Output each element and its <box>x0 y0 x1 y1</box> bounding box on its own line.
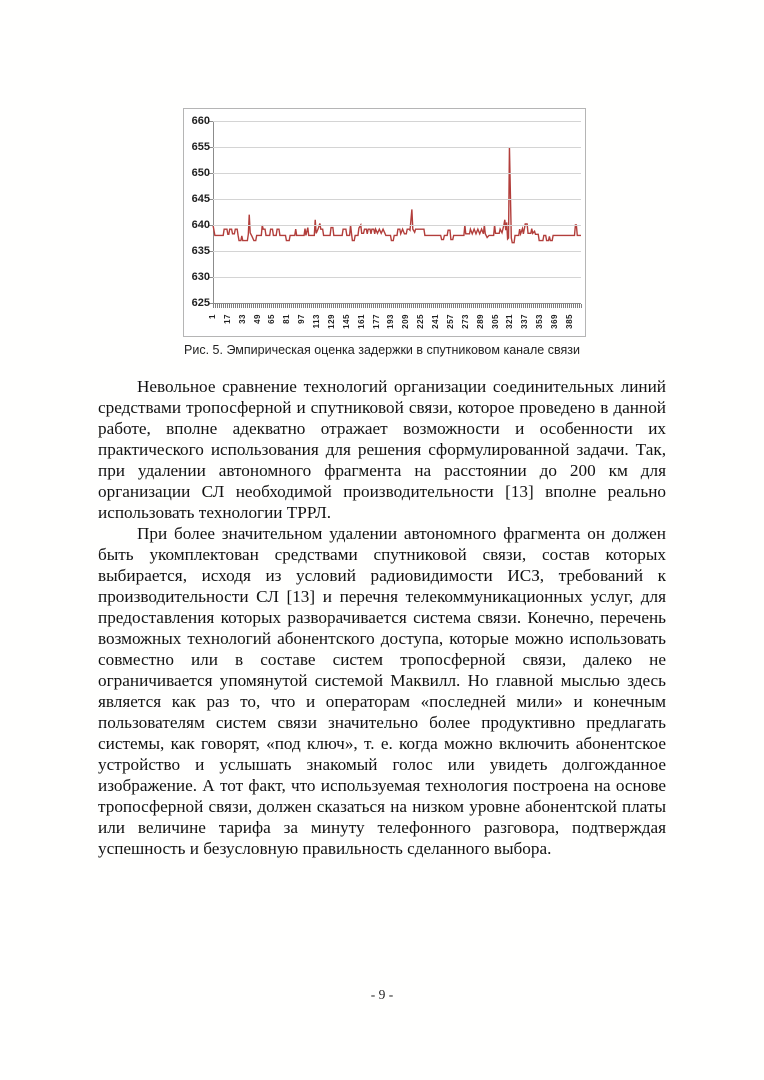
x-axis-label: 81 <box>282 314 292 324</box>
x-axis-label: 193 <box>386 314 396 329</box>
paragraph-1: Невольное сравнение технологий организации соединительных линий средствами тропосферной и спутниковой связи, которое проведено в данной работе, вполне адекватно отражает возможности и особенности их практического использования для решения сформулированной задачи. Так, при удалении автономного фрагмента на расстоянии до 200 км для организации СЛ необходимой производительности [13] вполне реально использовать технологии ТРРЛ. <box>98 377 666 522</box>
y-axis-label: 645 <box>191 193 210 205</box>
x-axis-label: 257 <box>445 314 455 329</box>
x-axis-label: 241 <box>431 314 441 329</box>
y-axis-label: 655 <box>191 141 210 153</box>
paragraph-2: При более значительном удалении автономного фрагмента он должен быть укомплектован средствами спутниковой связи, состав которых выбирается, исходя из условий радиовидимости ИСЗ, требований к производительности СЛ [13] и перечня телекоммуникационных услуг, для предоставления которых разворачивается система связи. Конечно, перечень возможных технологий абонентского доступа, которые можно использовать совместно или в составе систем тропосферной связи, далеко не ограничивается упомянутой системой Маквилл. Но главной мыслью здесь является как раз то, что и операторам «последней мили» и конечным пользователям систем связи значительно более продуктивно предлагать системы, как говорят, «под ключ», т. е. когда можно включить абонентское устройство и услышать знакомый голос или увидеть долгожданное изображение. А тот факт, что используемая технология построена на основе тропосферной связи, должен сказаться на низком уровне абонентской платы или величине тарифа за минуту телефонного разговора, подтверждая успешность и безусловную правильность сделанного выбора. <box>98 524 666 858</box>
x-axis-label: 353 <box>535 314 545 329</box>
gridline <box>213 251 581 252</box>
gridline <box>213 147 581 148</box>
figure-5-delay-chart <box>183 108 586 337</box>
x-axis-label: 33 <box>237 314 247 324</box>
x-axis-label: 321 <box>505 314 515 329</box>
x-axis-label: 385 <box>564 314 574 329</box>
x-axis-label: 17 <box>222 314 232 324</box>
x-axis-label: 65 <box>267 314 277 324</box>
x-axis-label: 305 <box>490 314 500 329</box>
figure-caption: Рис. 5. Эмпирическая оценка задержки в спутниковом канале связи <box>184 343 580 357</box>
x-axis-label: 129 <box>326 314 336 329</box>
y-axis-label: 660 <box>191 115 210 127</box>
x-axis-label: 113 <box>312 314 322 329</box>
body-text <box>98 376 666 859</box>
gridline <box>213 121 581 122</box>
x-axis-tickmarks <box>213 304 582 308</box>
page-number: - 9 - <box>370 987 394 1002</box>
x-axis-label: 337 <box>520 314 530 329</box>
x-axis-label: 97 <box>297 314 307 324</box>
plot-area <box>213 121 581 303</box>
x-axis-label: 289 <box>475 314 485 329</box>
gridline <box>213 225 581 226</box>
delay-line-series <box>213 121 581 303</box>
y-axis-label: 635 <box>191 245 210 257</box>
gridline <box>213 173 581 174</box>
x-axis-label: 177 <box>371 314 381 329</box>
y-axis-label: 625 <box>191 297 210 309</box>
gridline <box>213 199 581 200</box>
x-axis-label: 1 <box>208 314 217 319</box>
x-axis-label: 369 <box>549 314 559 329</box>
x-axis-label: 49 <box>252 314 262 324</box>
gridline <box>213 277 581 278</box>
x-axis-label: 161 <box>356 314 366 329</box>
x-axis-label: 145 <box>341 314 351 329</box>
y-axis-label: 650 <box>191 167 210 179</box>
x-axis-label: 209 <box>401 314 411 329</box>
y-axis-label: 640 <box>191 219 210 231</box>
x-axis-label: 225 <box>416 314 426 329</box>
x-axis-label: 273 <box>460 314 470 329</box>
y-axis-label: 630 <box>191 271 210 283</box>
